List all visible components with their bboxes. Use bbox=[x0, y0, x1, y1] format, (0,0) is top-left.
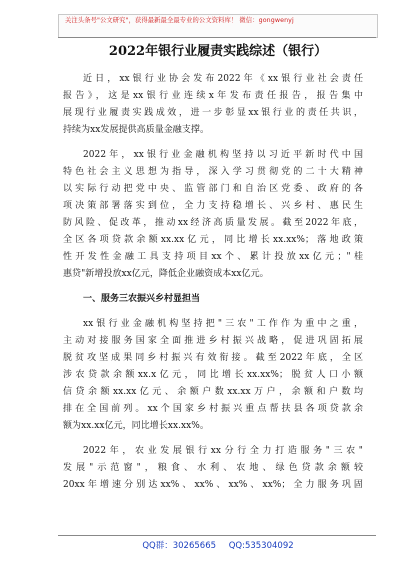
paragraph-line: 报告》，这是xx银行业连续x年发布责任报告，报告集中 bbox=[63, 91, 363, 101]
paragraph-line: 20xx年增速分别达xx%、xx%、xx%、xx%；全力服务巩固 bbox=[63, 480, 363, 490]
paragraph-line: 以实际行动把党中央、监管部门和自治区党委、政府的各 bbox=[63, 184, 363, 194]
paragraph-line: 信贷余额xx.xx亿元、余额户数xx.xx万户，余额和户数均 bbox=[63, 387, 363, 397]
section-heading: 一、服务三农振兴乡村显担当 bbox=[83, 294, 201, 304]
header-banner-text: 关注头条号"公文研究"，获得最新最全最专业的公文资料库！ 微信：gongwenyj bbox=[65, 17, 294, 24]
footer-divider bbox=[58, 535, 376, 536]
paragraph-line: 涉农贷款余额xx.x亿元，同比增长xx.xx%；脱贫人口小额 bbox=[63, 370, 363, 380]
paragraph-line: 2022年，xx银行业金融机构坚持以习近平新时代中国 bbox=[83, 150, 363, 160]
document-title: 2022年银行业履责实践综述（银行） bbox=[108, 44, 328, 59]
paragraph-line: 排在全国前列。xx个国家乡村振兴重点帮扶县各项贷款余 bbox=[63, 404, 363, 414]
paragraph-line: 性开发性金融工具支持项目xx个、累计投放xx亿元；"桂 bbox=[63, 252, 363, 262]
footer bbox=[58, 541, 378, 552]
paragraph-line: 项决策部署落实到位，全力支持稳增长、兴乡村、惠民生 bbox=[63, 201, 363, 211]
paragraph-line: 全区各项贷款余额xx.xx亿元，同比增长xx.xx%；落地政策 bbox=[63, 235, 363, 245]
paragraph-line: 展现行业履责实践成效，进一步彰显xx银行业的责任共识， bbox=[63, 108, 363, 118]
paragraph-line: 持续为xx发展提供高质量金融支撑。 bbox=[63, 125, 210, 135]
paragraph-line: xx银行业金融机构坚持把"三农"工作作为重中之重， bbox=[83, 319, 363, 329]
paragraph-line: 脱贫攻坚成果同乡村振兴有效衔接。截至2022年底，全区 bbox=[63, 353, 363, 363]
paragraph-line: 发展"示范窗"，粮食、水利、农地、绿色贷款余额较 bbox=[63, 463, 363, 473]
header-divider bbox=[58, 37, 376, 38]
paragraph-line: 防风险、促改革，推动xx经济高质量发展。截至2022年底， bbox=[63, 218, 363, 228]
paragraph-line: 近日，xx银行业协会发布2022年《xx银行业社会责任 bbox=[83, 74, 363, 84]
paragraph-line: 额为xx.xx亿元，同比增长xx.xx%。 bbox=[63, 421, 209, 431]
footer-qq: QQ:535304092 bbox=[228, 541, 294, 551]
paragraph-line: 惠贷"新增投放xx亿元，降低企业融资成本xx亿元。 bbox=[63, 269, 269, 279]
paragraph-line: 主动对接服务国家全面推进乡村振兴战略，促进巩固拓展 bbox=[63, 336, 363, 346]
paragraph-line: 特色社会主义思想为指导，深入学习贯彻党的二十大精神 bbox=[63, 167, 363, 177]
header-banner bbox=[58, 14, 378, 38]
paragraph-line: 2022年，农业发展银行xx分行全力打造服务"三农" bbox=[83, 446, 363, 456]
footer-qq-group: QQ群：30265665 bbox=[142, 541, 217, 551]
